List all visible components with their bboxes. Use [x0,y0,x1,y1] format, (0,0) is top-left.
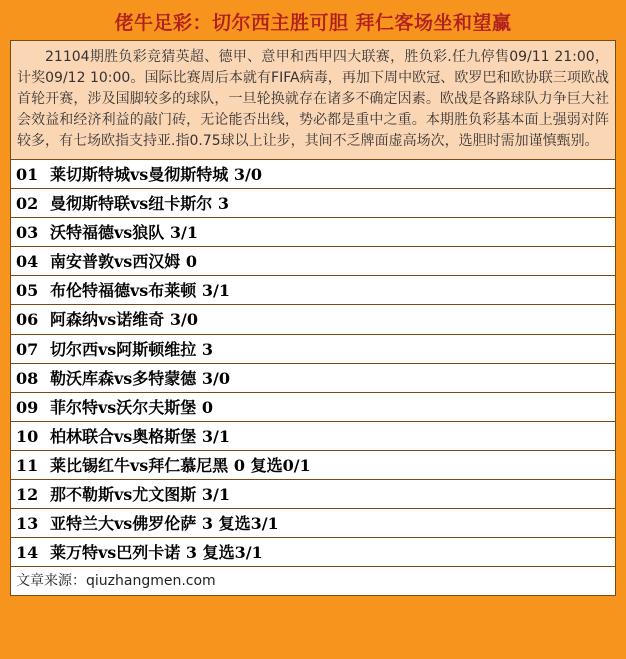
prediction-table [10,40,616,596]
match-row [11,451,615,480]
article-source: 文章来源：qiuzhangmen.com [16,573,216,590]
match-text: 曼彻斯特联vs纽卡斯尔 3 [50,194,230,214]
match-number: 11 [16,455,39,475]
match-text: 那不勒斯vs尤文图斯 3/1 [50,485,230,505]
match-row [11,538,615,567]
match-row [11,247,615,276]
match-number: 10 [16,426,39,446]
match-number: 04 [16,252,39,272]
match-text: 亚特兰大vs佛罗伦萨 3 复选3/1 [50,514,279,534]
match-number: 08 [16,368,39,388]
match-text: 柏林联合vs奥格斯堡 3/1 [50,426,230,446]
match-number: 02 [16,194,39,214]
match-row [11,189,615,218]
match-number: 06 [16,310,39,330]
match-text: 布伦特福德vs布莱顿 3/1 [50,281,230,301]
match-row [11,276,615,305]
match-number: 14 [16,543,39,563]
intro-paragraph [11,41,615,160]
intro-text: 21104期胜负彩竞猜英超、德甲、意甲和西甲四大联赛，胜负彩.任九停售09/11 21:00，计奖09/12 10:00。国际比赛周后本就有FIFA病毒，再加下周中欧冠、欧罗巴和欧协联三项欧战首轮开赛，涉及国脚较多的球队，一旦轮换就存在诸多不确定因素。欧战是各路球队力争巨大社会效益和经济利益的敲门砖，无论能否出线，势必都是重中之重。本期胜负彩基本面上强弱对阵较多，有七场欧指支持亚.指0.75球以上让步，其间不乏牌面虚高场次，选胆时需加谨慎甄别。 [17,49,609,149]
match-text: 莱切斯特城vs曼彻斯特城 3/0 [50,165,262,184]
match-row [11,480,615,509]
match-number: 01 [16,165,39,184]
match-row [11,218,615,247]
match-text: 切尔西vs阿斯顿维拉 3 [50,339,214,359]
match-number: 03 [16,223,39,243]
match-row [11,160,615,189]
match-text: 沃特福德vs狼队 3/1 [50,223,198,243]
match-text: 南安普敦vs西汉姆 0 [50,252,198,272]
match-number: 07 [16,339,39,359]
match-number: 09 [16,397,39,417]
match-text: 勒沃库森vs多特蒙德 3/0 [50,368,230,388]
match-row [11,393,615,422]
match-row [11,305,615,334]
match-row [11,364,615,393]
match-row [11,335,615,364]
article-title: 佬牛足彩：切尔西主胜可胆 拜仁客场坐和望赢 [114,12,512,34]
match-text: 莱万特vs巴列卡诺 3 复选3/1 [50,543,263,563]
match-row [11,509,615,538]
match-number: 05 [16,281,39,301]
match-text: 莱比锡红牛vs拜仁慕尼黑 0 复选0/1 [50,455,311,475]
match-row [11,422,615,451]
match-number: 12 [16,485,39,505]
match-text: 阿森纳vs诺维奇 3/0 [50,310,198,330]
match-text: 菲尔特vs沃尔夫斯堡 0 [50,397,214,417]
match-number: 13 [16,514,39,534]
